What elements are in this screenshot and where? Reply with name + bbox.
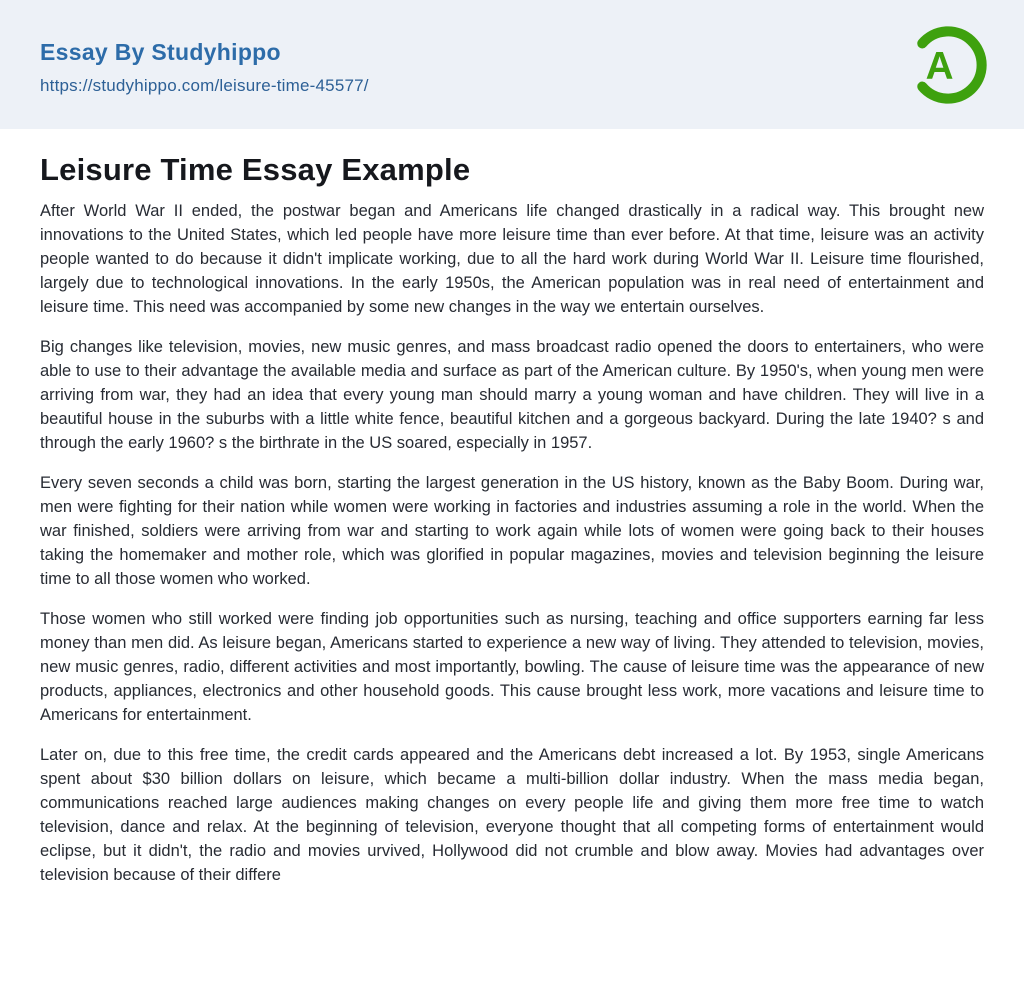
essay-paragraph: After World War II ended, the postwar began and Americans life changed drastically in a radical way. This brought new innovations to the United States, which led people have more leisure time than ever before. At that time, leisure was an activity people wanted to do because it didn't implicate working, due to all the hard work during World War II. Leisure time flourished, largely due to technological innovations. In the early 1950s, the American population was in real need of entertainment and leisure time. This need was accompanied by some new changes in the way we entertain ourselves. xyxy=(40,202,984,317)
site-title: Essay By Studyhippo xyxy=(40,39,281,65)
page-header xyxy=(0,0,1024,129)
logo-letter: A xyxy=(925,44,954,88)
source-url-link[interactable]: https://studyhippo.com/leisure-time-45577/ xyxy=(40,76,369,95)
studyhippo-logo-icon xyxy=(906,23,990,107)
essay-body xyxy=(40,199,984,887)
studyhippo-logo xyxy=(906,23,990,107)
essay-paragraph: Later on, due to this free time, the credit cards appeared and the Americans debt increased a lot. By 1953, single Americans spent about $30 billion dollars on leisure, which became a multi-billion dollar industry. When the mass media began, communications reached large audiences making changes on every people life and giving them more free time to watch television, dance and relax. At the beginning of television, everyone thought that all competing forms of entertainment would eclipse, but it didn't, the radio and movies urvived, Hollywood did not crumble and blow away. Movies had advantages over television because of their differe xyxy=(40,746,984,885)
essay-paragraph: Those women who still worked were finding job opportunities such as nursing, teaching and office supporters earning far less money than men did. As leisure began, Americans started to experience a new way of living. They attended to television, movies, new music genres, radio, different activities and most importantly, bowling. The cause of leisure time was the appearance of new products, appliances, electronics and other household goods. This cause brought less work, more vacations and leisure time to Americans for entertainment. xyxy=(40,610,984,725)
header-text-block xyxy=(40,33,369,96)
essay-title: Leisure Time Essay Example xyxy=(40,152,471,187)
essay-paragraph: Big changes like television, movies, new music genres, and mass broadcast radio opened the doors to entertainers, who were able to use to their advantage the available media and surface as part of the American culture. By 1950's, when young men were arriving from war, they had an idea that every young man should marry a young woman and have children. They will live in a beautiful house in the suburbs with a little white fence, beautiful kitchen and a gorgeous backyard. During the late 1940? s and through the early 1960? s the birthrate in the US soared, especially in 1957. xyxy=(40,338,984,453)
essay-paragraph: Every seven seconds a child was born, starting the largest generation in the US history, known as the Baby Boom. During war, men were fighting for their nation while women were working in factories and industries assuming a role in the world. When the war finished, soldiers were arriving from war and starting to work again while lots of women were going back to their houses taking the homemaker and mother role, which was glorified in popular magazines, movies and television beginning the leisure time to all those women who worked. xyxy=(40,474,984,589)
essay-content xyxy=(0,129,1024,887)
